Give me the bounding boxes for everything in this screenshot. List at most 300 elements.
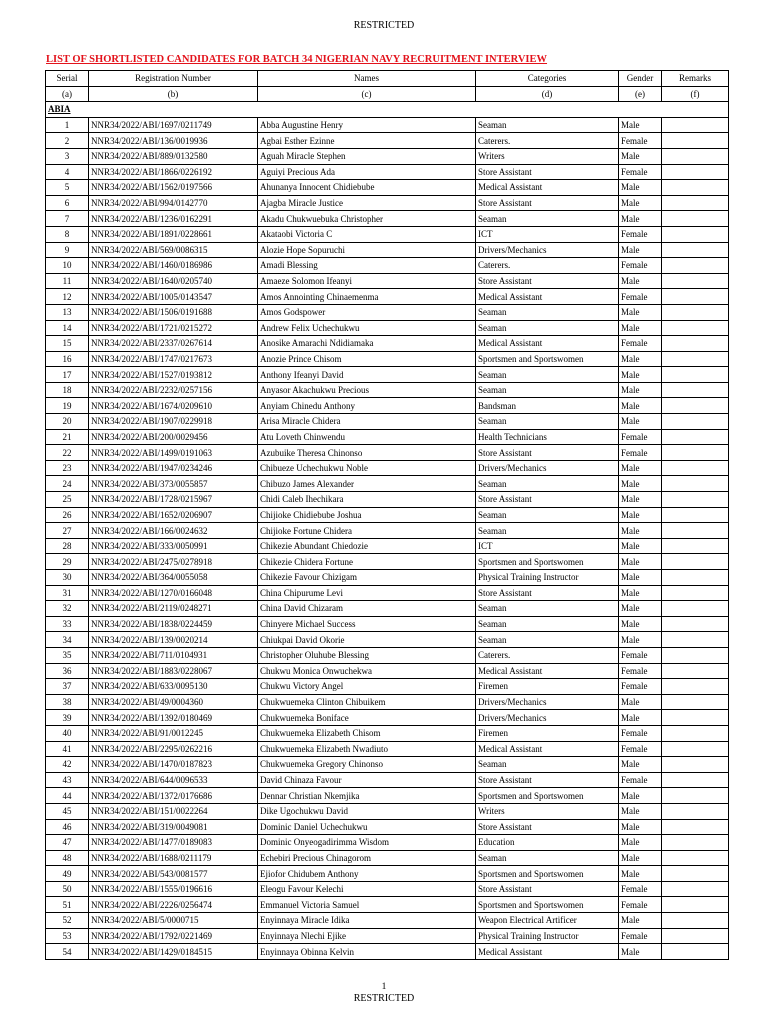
registration-number-cell: NNR34/2022/ABI/1527/0193812	[89, 367, 258, 383]
gender-cell: Male	[619, 211, 662, 227]
name-cell: Akadu Chukwuebuka Christopher	[258, 211, 476, 227]
serial-cell: 7	[46, 211, 89, 227]
table-row	[46, 788, 729, 804]
gender-cell: Female	[619, 928, 662, 944]
serial-cell: 4	[46, 164, 89, 180]
registration-number-cell: NNR34/2022/ABI/1005/0143547	[89, 289, 258, 305]
col-serial: Serial	[46, 71, 89, 87]
name-cell: Ajagba Miracle Justice	[258, 195, 476, 211]
gender-cell: Female	[619, 741, 662, 757]
remarks-cell	[662, 663, 729, 679]
gender-cell: Male	[619, 616, 662, 632]
table-row	[46, 772, 729, 788]
table-row	[46, 507, 729, 523]
code-e: (e)	[619, 86, 662, 102]
registration-number-cell: NNR34/2022/ABI/139/0020214	[89, 632, 258, 648]
serial-cell: 30	[46, 570, 89, 586]
serial-cell: 9	[46, 242, 89, 258]
serial-cell: 42	[46, 757, 89, 773]
gender-cell: Male	[619, 944, 662, 960]
remarks-cell	[662, 913, 729, 929]
registration-number-cell: NNR34/2022/ABI/1506/0191688	[89, 304, 258, 320]
gender-cell: Male	[619, 351, 662, 367]
gender-cell: Female	[619, 336, 662, 352]
remarks-cell	[662, 647, 729, 663]
remarks-cell	[662, 429, 729, 445]
remarks-cell	[662, 195, 729, 211]
remarks-cell	[662, 398, 729, 414]
remarks-cell	[662, 117, 729, 133]
gender-cell: Male	[619, 507, 662, 523]
table-row	[46, 148, 729, 164]
table-row	[46, 211, 729, 227]
gender-cell: Male	[619, 788, 662, 804]
serial-cell: 38	[46, 694, 89, 710]
table-row	[46, 757, 729, 773]
remarks-cell	[662, 476, 729, 492]
category-cell: Seaman	[476, 211, 619, 227]
name-cell: Chukwuemeka Gregory Chinonso	[258, 757, 476, 773]
serial-cell: 8	[46, 226, 89, 242]
name-cell: Dominic Daniel Uchechukwu	[258, 819, 476, 835]
gender-cell: Female	[619, 429, 662, 445]
name-cell: Chibueze Uchechukwu Noble	[258, 460, 476, 476]
table-row	[46, 117, 729, 133]
name-cell: David Chinaza Favour	[258, 772, 476, 788]
gender-cell: Male	[619, 803, 662, 819]
name-cell: Enyinnaya Obinna Kelvin	[258, 944, 476, 960]
remarks-cell	[662, 320, 729, 336]
gender-cell: Male	[619, 148, 662, 164]
remarks-cell	[662, 741, 729, 757]
name-cell: Andrew Felix Uchechukwu	[258, 320, 476, 336]
serial-cell: 54	[46, 944, 89, 960]
name-cell: Anosike Amarachi Ndidiamaka	[258, 336, 476, 352]
registration-number-cell: NNR34/2022/ABI/1838/0224459	[89, 616, 258, 632]
registration-number-cell: NNR34/2022/ABI/1499/0191063	[89, 445, 258, 461]
name-cell: Chikezie Chidera Fortune	[258, 554, 476, 570]
remarks-cell	[662, 632, 729, 648]
remarks-cell	[662, 148, 729, 164]
gender-cell: Female	[619, 226, 662, 242]
name-cell: Arisa Miracle Chidera	[258, 414, 476, 430]
category-cell: Seaman	[476, 507, 619, 523]
name-cell: Anthony Ifeanyi David	[258, 367, 476, 383]
serial-cell: 26	[46, 507, 89, 523]
table-row	[46, 460, 729, 476]
name-cell: Chukwuemeka Elizabeth Chisom	[258, 725, 476, 741]
serial-cell: 31	[46, 585, 89, 601]
table-row	[46, 913, 729, 929]
table-row	[46, 242, 729, 258]
gender-cell: Male	[619, 913, 662, 929]
registration-number-cell: NNR34/2022/ABI/333/0050991	[89, 538, 258, 554]
registration-number-cell: NNR34/2022/ABI/1907/0229918	[89, 414, 258, 430]
remarks-cell	[662, 944, 729, 960]
category-cell: Seaman	[476, 632, 619, 648]
gender-cell: Male	[619, 554, 662, 570]
name-cell: Azubuike Theresa Chinonso	[258, 445, 476, 461]
code-a: (a)	[46, 86, 89, 102]
table-row	[46, 258, 729, 274]
registration-number-cell: NNR34/2022/ABI/644/0096533	[89, 772, 258, 788]
category-cell: Seaman	[476, 616, 619, 632]
page-number: 1	[381, 982, 387, 992]
serial-cell: 19	[46, 398, 89, 414]
category-cell: Sportsmen and Sportswomen	[476, 351, 619, 367]
registration-number-cell: NNR34/2022/ABI/2232/0257156	[89, 382, 258, 398]
category-cell: Education	[476, 835, 619, 851]
category-cell: Sportsmen and Sportswomen	[476, 866, 619, 882]
name-cell: Dominic Onyeogadirimma Wisdom	[258, 835, 476, 851]
serial-cell: 46	[46, 819, 89, 835]
table-row	[46, 320, 729, 336]
name-cell: Chiukpai David Okorie	[258, 632, 476, 648]
name-cell: Ahunanya Innocent Chidiebube	[258, 180, 476, 196]
serial-cell: 29	[46, 554, 89, 570]
table-row	[46, 819, 729, 835]
registration-number-cell: NNR34/2022/ABI/543/0081577	[89, 866, 258, 882]
remarks-cell	[662, 460, 729, 476]
name-cell: Alozie Hope Sopuruchi	[258, 242, 476, 258]
serial-cell: 40	[46, 725, 89, 741]
remarks-cell	[662, 367, 729, 383]
name-cell: Anyiam Chinedu Anthony	[258, 398, 476, 414]
category-cell: Seaman	[476, 320, 619, 336]
col-registration-number: Registration Number	[89, 71, 258, 87]
gender-cell: Male	[619, 632, 662, 648]
category-cell: Seaman	[476, 304, 619, 320]
remarks-cell	[662, 866, 729, 882]
registration-number-cell: NNR34/2022/ABI/1947/0234246	[89, 460, 258, 476]
serial-cell: 18	[46, 382, 89, 398]
name-cell: Anyasor Akachukwu Precious	[258, 382, 476, 398]
remarks-cell	[662, 601, 729, 617]
table-row	[46, 180, 729, 196]
remarks-cell	[662, 289, 729, 305]
gender-cell: Male	[619, 367, 662, 383]
category-cell: Bandsman	[476, 398, 619, 414]
serial-cell: 34	[46, 632, 89, 648]
gender-cell: Male	[619, 117, 662, 133]
table-row	[46, 616, 729, 632]
category-cell: ICT	[476, 538, 619, 554]
name-cell: Echebiri Precious Chinagorom	[258, 850, 476, 866]
serial-cell: 22	[46, 445, 89, 461]
gender-cell: Male	[619, 414, 662, 430]
registration-number-cell: NNR34/2022/ABI/711/0104931	[89, 647, 258, 663]
registration-number-cell: NNR34/2022/ABI/136/0019936	[89, 133, 258, 149]
table-row	[46, 445, 729, 461]
gender-cell: Male	[619, 585, 662, 601]
serial-cell: 17	[46, 367, 89, 383]
table-row	[46, 679, 729, 695]
registration-number-cell: NNR34/2022/ABI/1674/0209610	[89, 398, 258, 414]
gender-cell: Female	[619, 133, 662, 149]
registration-number-cell: NNR34/2022/ABI/2337/0267614	[89, 336, 258, 352]
registration-number-cell: NNR34/2022/ABI/1721/0215272	[89, 320, 258, 336]
category-cell: Drivers/Mechanics	[476, 694, 619, 710]
category-cell: Physical Training Instructor	[476, 928, 619, 944]
gender-cell: Female	[619, 679, 662, 695]
serial-cell: 12	[46, 289, 89, 305]
table-row	[46, 725, 729, 741]
category-cell: Store Assistant	[476, 273, 619, 289]
document-title: LIST OF SHORTLISTED CANDIDATES FOR BATCH 34 NIGERIAN NAVY RECRUITMENT INTERVIEW	[46, 54, 548, 65]
serial-cell: 25	[46, 492, 89, 508]
serial-cell: 45	[46, 803, 89, 819]
name-cell: Anozie Prince Chisom	[258, 351, 476, 367]
table-row	[46, 663, 729, 679]
gender-cell: Male	[619, 570, 662, 586]
category-cell: Seaman	[476, 117, 619, 133]
serial-cell: 50	[46, 881, 89, 897]
table-row	[46, 585, 729, 601]
serial-cell: 10	[46, 258, 89, 274]
remarks-cell	[662, 616, 729, 632]
registration-number-cell: NNR34/2022/ABI/1640/0205740	[89, 273, 258, 289]
name-cell: Chibuzo James Alexander	[258, 476, 476, 492]
remarks-cell	[662, 710, 729, 726]
serial-cell: 23	[46, 460, 89, 476]
category-cell: Seaman	[476, 601, 619, 617]
category-cell: Store Assistant	[476, 819, 619, 835]
serial-cell: 15	[46, 336, 89, 352]
category-cell: Store Assistant	[476, 164, 619, 180]
category-cell: Seaman	[476, 850, 619, 866]
registration-number-cell: NNR34/2022/ABI/1883/0228067	[89, 663, 258, 679]
gender-cell: Male	[619, 866, 662, 882]
registration-number-cell: NNR34/2022/ABI/364/0055058	[89, 570, 258, 586]
table-row	[46, 741, 729, 757]
remarks-cell	[662, 881, 729, 897]
col-names: Names	[258, 71, 476, 87]
serial-cell: 39	[46, 710, 89, 726]
column-header-row	[46, 71, 729, 87]
column-code-row	[46, 86, 729, 102]
candidates-table	[45, 70, 729, 960]
name-cell: Atu Loveth Chinwendu	[258, 429, 476, 445]
gender-cell: Male	[619, 476, 662, 492]
category-cell: Seaman	[476, 382, 619, 398]
serial-cell: 6	[46, 195, 89, 211]
remarks-cell	[662, 772, 729, 788]
table-row	[46, 694, 729, 710]
name-cell: Chukwu Monica Onwuchekwa	[258, 663, 476, 679]
name-cell: Chukwu Victory Angel	[258, 679, 476, 695]
registration-number-cell: NNR34/2022/ABI/49/0004360	[89, 694, 258, 710]
remarks-cell	[662, 788, 729, 804]
registration-number-cell: NNR34/2022/ABI/1372/0176686	[89, 788, 258, 804]
registration-number-cell: NNR34/2022/ABI/1728/0215967	[89, 492, 258, 508]
registration-number-cell: NNR34/2022/ABI/200/0029456	[89, 429, 258, 445]
gender-cell: Male	[619, 819, 662, 835]
gender-cell: Male	[619, 398, 662, 414]
registration-number-cell: NNR34/2022/ABI/1429/0184515	[89, 944, 258, 960]
gender-cell: Male	[619, 694, 662, 710]
gender-cell: Male	[619, 710, 662, 726]
registration-number-cell: NNR34/2022/ABI/373/0055857	[89, 476, 258, 492]
registration-number-cell: NNR34/2022/ABI/1236/0162291	[89, 211, 258, 227]
header-classification: RESTRICTED	[353, 20, 415, 31]
name-cell: Chukwuemeka Clinton Chibuikem	[258, 694, 476, 710]
table-row	[46, 944, 729, 960]
serial-cell: 52	[46, 913, 89, 929]
registration-number-cell: NNR34/2022/ABI/2295/0262216	[89, 741, 258, 757]
registration-number-cell: NNR34/2022/ABI/5/0000715	[89, 913, 258, 929]
registration-number-cell: NNR34/2022/ABI/1652/0206907	[89, 507, 258, 523]
registration-number-cell: NNR34/2022/ABI/91/0012245	[89, 725, 258, 741]
serial-cell: 43	[46, 772, 89, 788]
remarks-cell	[662, 725, 729, 741]
code-b: (b)	[89, 86, 258, 102]
name-cell: Dike Ugochukwu David	[258, 803, 476, 819]
registration-number-cell: NNR34/2022/ABI/1747/0217673	[89, 351, 258, 367]
gender-cell: Male	[619, 273, 662, 289]
table-row	[46, 289, 729, 305]
name-cell: Chidi Caleb Ihechikara	[258, 492, 476, 508]
serial-cell: 32	[46, 601, 89, 617]
table-row	[46, 133, 729, 149]
gender-cell: Male	[619, 538, 662, 554]
remarks-cell	[662, 445, 729, 461]
gender-cell: Male	[619, 242, 662, 258]
remarks-cell	[662, 928, 729, 944]
table-row	[46, 429, 729, 445]
table-row	[46, 382, 729, 398]
category-cell: Store Assistant	[476, 445, 619, 461]
table-row	[46, 866, 729, 882]
gender-cell: Male	[619, 320, 662, 336]
table-row	[46, 710, 729, 726]
table-row	[46, 554, 729, 570]
name-cell: Amos Annointing Chinaemenma	[258, 289, 476, 305]
serial-cell: 13	[46, 304, 89, 320]
category-cell: Writers	[476, 148, 619, 164]
table-row	[46, 803, 729, 819]
table-row	[46, 226, 729, 242]
name-cell: Aguah Miracle Stephen	[258, 148, 476, 164]
category-cell: Seaman	[476, 414, 619, 430]
table-row	[46, 538, 729, 554]
serial-cell: 44	[46, 788, 89, 804]
registration-number-cell: NNR34/2022/ABI/2119/0248271	[89, 601, 258, 617]
registration-number-cell: NNR34/2022/ABI/1697/0211749	[89, 117, 258, 133]
gender-cell: Female	[619, 772, 662, 788]
table-row	[46, 492, 729, 508]
col-remarks: Remarks	[662, 71, 729, 87]
name-cell: Chukwuemeka Boniface	[258, 710, 476, 726]
registration-number-cell: NNR34/2022/ABI/569/0086315	[89, 242, 258, 258]
table-row	[46, 881, 729, 897]
code-f: (f)	[662, 86, 729, 102]
name-cell: Chukwuemeka Elizabeth Nwadiuto	[258, 741, 476, 757]
gender-cell: Male	[619, 460, 662, 476]
table-row	[46, 632, 729, 648]
gender-cell: Male	[619, 180, 662, 196]
serial-cell: 49	[46, 866, 89, 882]
remarks-cell	[662, 570, 729, 586]
remarks-cell	[662, 679, 729, 695]
name-cell: Chinyere Michael Success	[258, 616, 476, 632]
table-row	[46, 414, 729, 430]
remarks-cell	[662, 694, 729, 710]
gender-cell: Female	[619, 164, 662, 180]
category-cell: Medical Assistant	[476, 336, 619, 352]
remarks-cell	[662, 180, 729, 196]
table-row	[46, 398, 729, 414]
name-cell: Dennar Christian Nkemjika	[258, 788, 476, 804]
state-group-row	[46, 102, 729, 118]
registration-number-cell: NNR34/2022/ABI/889/0132580	[89, 148, 258, 164]
category-cell: Store Assistant	[476, 492, 619, 508]
registration-number-cell: NNR34/2022/ABI/1470/0187823	[89, 757, 258, 773]
serial-cell: 24	[46, 476, 89, 492]
name-cell: Enyinnaya Miracle Idika	[258, 913, 476, 929]
registration-number-cell: NNR34/2022/ABI/1688/0211179	[89, 850, 258, 866]
name-cell: China David Chizaram	[258, 601, 476, 617]
registration-number-cell: NNR34/2022/ABI/1562/0197566	[89, 180, 258, 196]
remarks-cell	[662, 336, 729, 352]
gender-cell: Female	[619, 647, 662, 663]
name-cell: Amaeze Solomon Ifeanyi	[258, 273, 476, 289]
serial-cell: 16	[46, 351, 89, 367]
serial-cell: 47	[46, 835, 89, 851]
table-row	[46, 928, 729, 944]
name-cell: Chijioke Chidiebube Joshua	[258, 507, 476, 523]
gender-cell: Female	[619, 897, 662, 913]
table-row	[46, 195, 729, 211]
remarks-cell	[662, 507, 729, 523]
registration-number-cell: NNR34/2022/ABI/2226/0256474	[89, 897, 258, 913]
gender-cell: Male	[619, 523, 662, 539]
name-cell: Christopher Oluhube Blessing	[258, 647, 476, 663]
remarks-cell	[662, 304, 729, 320]
gender-cell: Male	[619, 492, 662, 508]
remarks-cell	[662, 242, 729, 258]
gender-cell: Female	[619, 725, 662, 741]
category-cell: Caterers.	[476, 258, 619, 274]
name-cell: Amadi Blessing	[258, 258, 476, 274]
registration-number-cell: NNR34/2022/ABI/633/0095130	[89, 679, 258, 695]
gender-cell: Male	[619, 850, 662, 866]
table-row	[46, 601, 729, 617]
code-c: (c)	[258, 86, 476, 102]
name-cell: Akataobi Victoria C	[258, 226, 476, 242]
registration-number-cell: NNR34/2022/ABI/994/0142770	[89, 195, 258, 211]
serial-cell: 11	[46, 273, 89, 289]
remarks-cell	[662, 492, 729, 508]
remarks-cell	[662, 757, 729, 773]
table-row	[46, 351, 729, 367]
registration-number-cell: NNR34/2022/ABI/151/0022264	[89, 803, 258, 819]
category-cell: Caterers.	[476, 133, 619, 149]
name-cell: Abba Augustine Henry	[258, 117, 476, 133]
name-cell: Enyinnaya Nlechi Ejike	[258, 928, 476, 944]
table-row	[46, 164, 729, 180]
serial-cell: 5	[46, 180, 89, 196]
serial-cell: 28	[46, 538, 89, 554]
category-cell: Medical Assistant	[476, 663, 619, 679]
serial-cell: 48	[46, 850, 89, 866]
table-row	[46, 647, 729, 663]
serial-cell: 3	[46, 148, 89, 164]
remarks-cell	[662, 538, 729, 554]
table-row	[46, 476, 729, 492]
registration-number-cell: NNR34/2022/ABI/1555/0196616	[89, 881, 258, 897]
name-cell: Emmanuel Victoria Samuel	[258, 897, 476, 913]
category-cell: Store Assistant	[476, 195, 619, 211]
